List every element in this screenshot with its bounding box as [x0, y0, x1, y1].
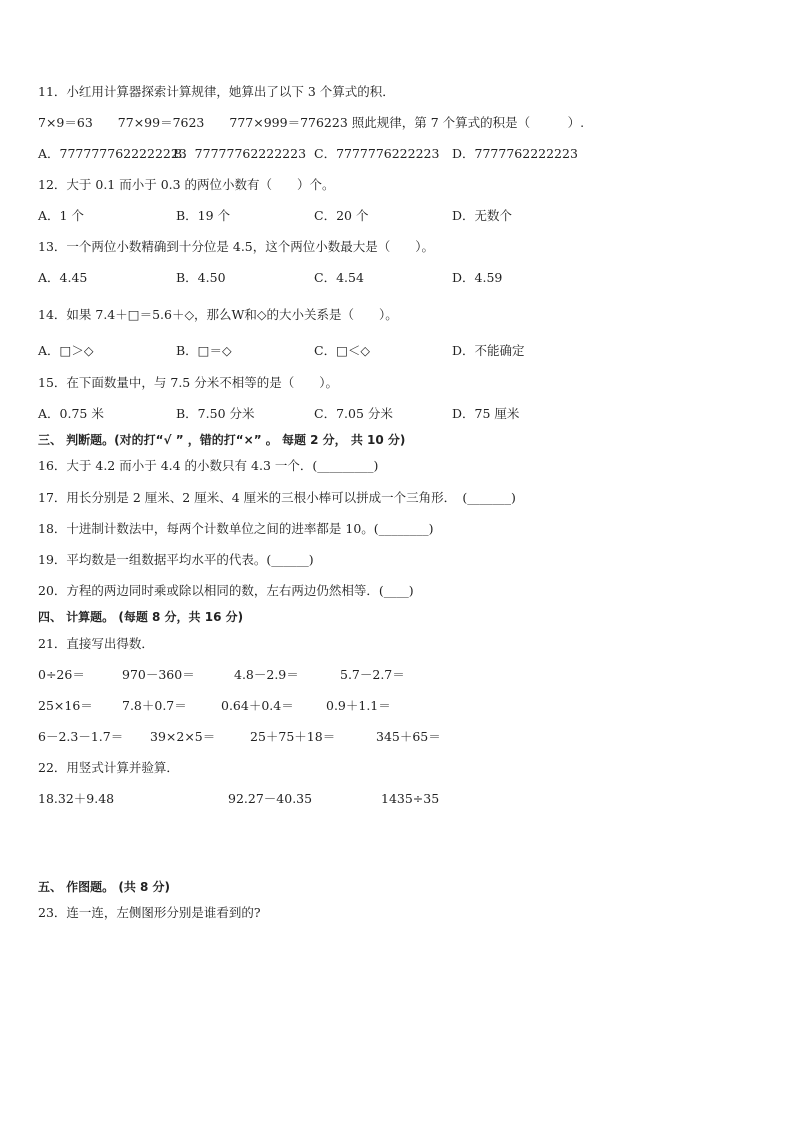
q21-stem: 21．直接写出得数．: [38, 636, 154, 651]
section-5-heading: 五、 作图题。 (共 8 分): [38, 880, 171, 894]
q11-option-d: D．7777762222223: [452, 146, 578, 161]
q14-option-a: A．□＞◇: [38, 343, 94, 358]
q14-option-b: B．□＝◇: [176, 343, 232, 358]
q20-stem: 20．方程的两边同时乘或除以相同的数，左右两边仍然相等．(____): [38, 583, 414, 598]
q21-row: [38, 667, 738, 683]
q21-row: [38, 698, 738, 714]
q18-stem: 18．十进制计数法中，每两个计数单位之间的进率都是 10。(________): [38, 521, 434, 536]
q15-option-b: B．7.50 分米: [176, 406, 255, 421]
q15-stem: 15．在下面数量中，与 7.5 分米不相等的是（ ）。: [38, 375, 338, 390]
q11-option-a: A．7777777622222223: [38, 146, 187, 161]
q11-option-b: B．77777762222223: [173, 146, 307, 161]
calc-item: 7.8＋0.7＝: [122, 698, 187, 713]
q13-stem: 13．一个两位小数精确到十分位是 4.5，这个两位小数最大是（ ）。: [38, 239, 435, 254]
q12-option-c: C．20 个: [314, 208, 369, 223]
calc-item: 25＋75＋18＝: [250, 729, 336, 744]
q15-option-d: D．75 厘米: [452, 406, 520, 421]
q14-options: [38, 343, 738, 359]
calc-item: 970－360＝: [122, 667, 195, 682]
q21-row: [38, 729, 738, 745]
q11-option-c: C．7777776222223: [314, 146, 440, 161]
vertical-calc-item: 18.32＋9.48: [38, 791, 115, 806]
q22-stem: 22．用竖式计算并验算．: [38, 760, 179, 775]
q15-option-c: C．7.05 分米: [314, 406, 393, 421]
calc-item: 0.64＋0.4＝: [221, 698, 294, 713]
calc-item: 0÷26＝: [38, 667, 85, 682]
q12-options: [38, 208, 738, 224]
q11-formula: 7×9＝63 77×99＝7623 777×999＝776223 照此规律，第 7 个算式的积是（ ）.: [38, 115, 585, 130]
q11-options: [38, 146, 738, 162]
calc-item: 5.7－2.7＝: [340, 667, 405, 682]
q13-option-c: C．4.54: [314, 270, 364, 285]
q19-stem: 19．平均数是一组数据平均水平的代表。(______): [38, 552, 314, 567]
q23-stem: 23．连一连，左侧图形分别是谁看到的?: [38, 905, 261, 920]
q11-stem: 11．小红用计算器探索计算规律，她算出了以下 3 个算式的积．: [38, 84, 395, 99]
section-4-heading: 四、 计算题。 (每题 8 分，共 16 分): [38, 610, 244, 624]
q12-option-d: D．无数个: [452, 208, 513, 223]
q15-option-a: A．0.75 米: [38, 406, 104, 421]
q15-options: [38, 406, 738, 422]
q13-option-b: B．4.50: [176, 270, 226, 285]
q14-option-d: D．不能确定: [452, 343, 525, 358]
calc-item: 39×2×5＝: [150, 729, 216, 744]
q12-option-b: B．19 个: [176, 208, 231, 223]
q13-option-a: A．4.45: [38, 270, 88, 285]
q13-option-d: D．4.59: [452, 270, 503, 285]
q14-option-c: C．□＜◇: [314, 343, 370, 358]
q22-row: [38, 791, 738, 807]
q17-stem: 17．用长分别是 2 厘米、2 厘米、4 厘米的三根小棒可以拼成一个三角形． (_______): [38, 490, 516, 505]
section-3-heading: 三、 判断题。(对的打“√ ” ，错的打“×” 。 每题 2 分， 共 10 分): [38, 433, 406, 447]
vertical-calc-item: 1435÷35: [381, 791, 440, 806]
q16-stem: 16．大于 4.2 而小于 4.4 的小数只有 4.3 一个．(_________): [38, 458, 379, 473]
q14-stem: 14．如果 7.4＋□＝5.6＋◇，那么W和◇的大小关系是（ ）。: [38, 307, 398, 322]
calc-item: 345＋65＝: [376, 729, 441, 744]
calc-item: 25×16＝: [38, 698, 93, 713]
calc-item: 4.8－2.9＝: [234, 667, 299, 682]
vertical-calc-item: 92.27－40.35: [228, 791, 313, 806]
q12-option-a: A．1 个: [38, 208, 84, 223]
q12-stem: 12．大于 0.1 而小于 0.3 的两位小数有（ ）个。: [38, 177, 335, 192]
calc-item: 6－2.3－1.7＝: [38, 729, 124, 744]
calc-item: 0.9＋1.1＝: [326, 698, 391, 713]
q13-options: [38, 270, 738, 286]
